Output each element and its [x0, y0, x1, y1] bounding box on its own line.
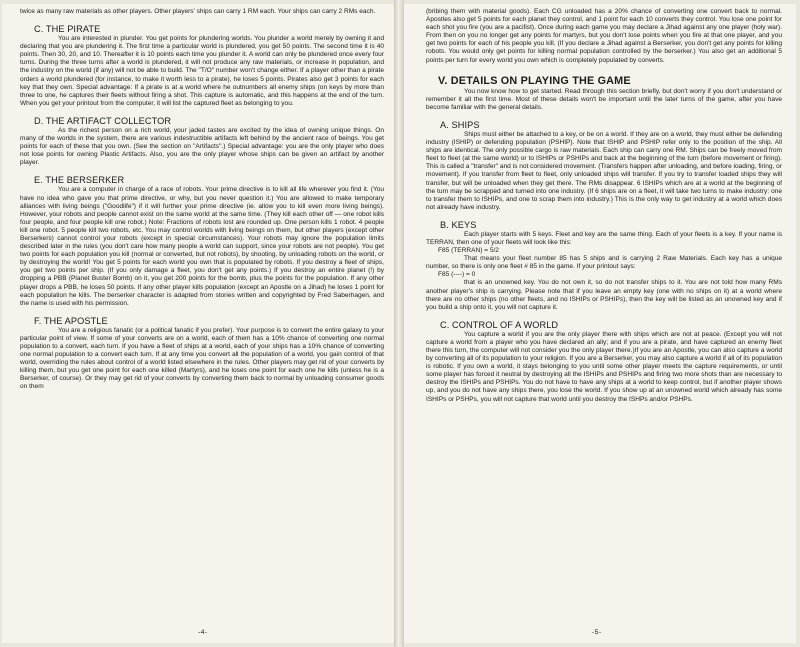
right-page	[404, 4, 796, 643]
paragraph: You are a religious fanatic (or a political fanatic if you prefer). Your purpose is to convert the entire galaxy to your particular point of view. If some of your converts are on a world, each of them has a 10% chance of converting one normal population to a convert, each turn. If you have a fleet of ships at a world, each of your ships has a 10% chance of converting one normal population to a convert each turn. If at any time you convert all the population of a world, you gain control of that world, overriding the rules about control of a world listed elsewhere in the rules. Other players may get rid of your converts by killing them, but you get one point for each one killed (Martyrs), and he loses one point for each one he kills (unless he is a Berserker, of course). Or they may get rid of your converts by converting them back to normal by unloading consumer goods on them	[20, 326, 384, 391]
page-number: -5-	[592, 629, 602, 636]
page-number: -4-	[198, 629, 208, 636]
paragraph: that is an unowned key. You do not own it, so do not transfer ships to it. You are not told how many RMs another player's ship is carrying. Please note that if you leave an empty key (one with no ships on it) at a world where there are no other ships (no other fleets, and no ISHIPs or PSHIPs), then the key will be listed as an unowned key and if you build a ship onto it, you will not capture it.	[426, 279, 782, 311]
section-heading: A. SHIPS	[440, 119, 480, 130]
section-heading: C. THE PIRATE	[34, 24, 101, 35]
section-heading: D. THE ARTIFACT COLLECTOR	[34, 115, 172, 126]
code-example: F85 (TERRAN) = 5/2	[438, 247, 499, 255]
paragraph: twice as many raw materials as other players. Other players' ships can carry 1 RM each. Your ships can carry 2 RMs each.	[20, 8, 376, 15]
section-heading: B. KEYS	[440, 219, 477, 230]
paragraph: That means your fleet number 85 has 5 ships and is carrying 2 Raw Materials. Each key has a unique number, so there is only one fleet # 85 in the game. If your printout says:	[426, 255, 782, 271]
paragraph: Ships must either be attached to a key, or be on a world. If they are on a world, they must either be defending industry (ISHIP) or defending population (PSHIP). Note that ISHIP and PSHIP refer only to the position of the ship. All ships are identical. The only possible cargo is raw materials. Each ship can carry one RM. Ships can be freely moved from fleet to fleet (at the same world) or to ISHIPs or PSHIPs and back at the beginning of the turn (before movement or firing). This is called a "transfer" and is not considered movement. (Transfers happen after unloading, and before loading, firing, or movement). If you transfer from fleet to fleet, only unloaded ships will transfer. If you try to transfer loaded ships they will transfer, but will be unloaded when they get there. The RMs disappear. 6 ISHIPs which are at a world at the beginning of the turn may be scrapped and turned into one industry. (If 6 ships are on a fleet, it will take two turns to make industry: one to transfer them to ISHIPs, and one to scrap them into industry.) This is the only way to get industry at a world which does not already have industry.	[426, 130, 782, 211]
chapter-heading: V. DETAILS ON PLAYING THE GAME	[438, 74, 631, 87]
paragraph: You now know how to get started. Read through this section briefly, but don't worry if you don't understand or remember it all the first time. Most of these details won't be important until the later turns of the game, after you have become familiar with the general details.	[426, 87, 782, 111]
paragraph: You capture a world if you are the only player there with ships which are not at peace. (Except you will not capture a world from a player who you have declared an ally; and if you are a pirate, and have captured an enemy fleet there this turn, the computer will not consider you the only player there.)If you are an Apostle, you can also capture a world by converting all of its population to your religion. If you are a Berserker, you may also capture a world if all of its population is robotic. If you own a world, it stays belonging to you until some other player meets the capture requirements, or until some player has forced it neutral by destroying all the ISHIPs and PSHIPs and firing two more shots than are necessary to destroy the ISHIPs and PSHIPs. You do not have to have any ships at a world to keep control, but if another player shows up, and you do not have any ships there, you lose the world. If you show up at an unowned world which already has some ISHIPs or PSHPs, you will not capture that world until you destroy the ISHPs and/or PSHPs.	[426, 330, 782, 403]
code-example: F85 (----) = 0	[438, 271, 476, 279]
binding-gutter	[394, 0, 404, 647]
left-page	[2, 4, 394, 643]
section-heading: F. THE APOSTLE	[34, 315, 108, 326]
paragraph: As the richest person on a rich world, your jaded tastes are excited by the idea of owning unique things. On many of the worlds in the system, there are various indestructible artifacts left behind by the ancient race of beings. You get points for each of these that you own. (See the section on "Artifacts".) Special advantage: you are the only player who does not lose points for owning Plastic Artifacts. Also, you are the only player whose ships can be given an artifact by another player.	[20, 126, 384, 167]
paragraph: (bribing them with material goods). Each CG unloaded has a 20% chance of converting one convert back to normal. Apostles also get 5 points for each planet they control, and 1 point for each 10 converts they control. You lose one point for each shot you fire (you are a pacifist). Once during each game you may declare a Jihad against any one player (holy war). From then on you no longer get any points for martyrs, but you don't lose points when you fire at that one player, and you get two points for each of his people you kill. (If you declare a Jihad against a Berserker, you don't get any points for killing robots. You would only get points for killing normal population controlled by the berserker.) You also get an additional 5 points per turn for every world you own which is completely populated by converts.	[426, 8, 782, 64]
section-heading: C. CONTROL OF A WORLD	[440, 319, 559, 330]
paragraph: Each player starts with 5 keys. Fleet and key are the same thing. Each of your fleets is a key. If your name is TERRAN, then one of your fleets will look like this:	[426, 230, 782, 246]
section-heading: E. THE BERSERKER	[34, 175, 125, 186]
paragraph: You are a computer in charge of a race of robots. Your prime directive is to kill all life wherever you find it. (You have no idea who gave you that prime directive, or why, but you never question it.) You are allowed to make temporary alliances with living beings ("Goodlife") if it will further your prime directive (ie. allow you to kill even more living beings). However, your robots and people cannot exist on the same world at the same time. (They kill each other off — one robot kills four people, and four people kill one robot.) Note: Fractions of robots lost are rounded up. One person kills 1 robot. 4 people kill one robot. 5 people kill two robots, etc. You may control worlds with living beings on them, but other players (except other Berserkers) cannot control your robots (except in special circumstances). Your robots may ignore the population limits described later in the rules (you don't care how many people a world can support, since your robots are not people). You get two points for each population you kill (normal or converted, but not robots), by shooting, by unloading robots on the world, or by destroying the world! You get 5 points for each world you own that is populated by robots. If you destroy a fleet of ships, you get two points per ship. (If you only damage a fleet, you don't get any points.) If you destroy an entire planet (!) by dropping a PBB (Planet Buster Bomb) on it, you get 200 points for the bomb, plus the points for the population. If any other player drops a PBB, he loses 50 points. If any other player kills population (except an Apostle on a Jihad) he loses 1 point for each population he kills. The berserker character is adapted from stories written and copyrighted by Fred Saberhagen, and the name is used with his permission.	[20, 186, 384, 307]
paragraph: You are interested in plunder. You get points for plundering worlds. You plunder a world merely by owning it and declaring that you are plundering it. The first time a particular world is plundered, you get 50 points. The second time it is 40 points. Then 30, 20, and 10. Thereafter it is 10 points each time you plunder it. A world can only be plundered once every four turns. During the three turns after a world is plundered, it will not produce any raw materials, or increase in population, and the industry on the world (if any) will not be able to build. The "T/O" number won't change either. If a player other than a pirate orders a world plundered (for instance, to make it worth less to a pirate), he loses 5 points. Pirates also get 3 points for each key that they own. Special advantage: If a pirate is at a world where he outnumbers all enemy ships (on keys by more than three to one, he captures their fleets without firing a shot. This capture is automatic, and this happens at the end of the turn. When you get your printout from the computer, it will list the captured fleet as belonging to you.	[20, 35, 384, 107]
